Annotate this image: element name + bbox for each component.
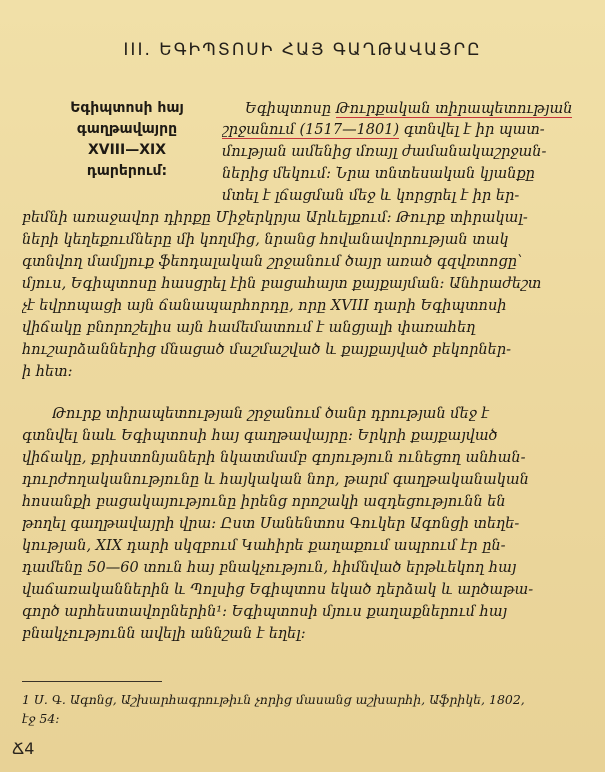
body-text: Եգիպտոսը Թուրքական տիրապետության — [245, 101, 573, 117]
underlined-phrase: Թուրքական տիրապետության — [335, 101, 573, 117]
body-line-3: ներից մեկում: Նրա տնտեսական կյանքը — [222, 166, 535, 182]
footnote-line: էջ 54: — [22, 711, 60, 726]
body-line-1 — [222, 120, 590, 140]
chapter-title: III. ԵԳԻՊՏՈՍԻ ՀԱՅ ԳԱՂԹԱՎԱՅՐԸ — [123, 40, 482, 60]
body-line-22: գործ արհեստավորներին¹: Եգիպտոսի մյուս քաղաքներում հայ — [22, 604, 508, 620]
body-line-14: գտնվել նաև Եգիպտոսի հայ գաղթավայրը: Երկրի քայքայված — [22, 428, 498, 444]
body-line-23: բնակչությունն ավելի աննշան է եղել: — [22, 626, 306, 642]
body-line-4: մտել է լճացման մեջ և կորցրել է իր եր- — [222, 188, 520, 204]
side-heading-line: XVIII—XIX — [87, 142, 167, 158]
body-line-7: գտնվող մամլյուք ֆեոդալական շրջանում ծայր առած գզվռտոցը՝ — [22, 254, 523, 270]
underlined-phrase: շրջանում (1517—1801) — [222, 122, 400, 138]
body-line-16: դուրժողականությունը և հայկական նոր, թարմ գաղթականական — [22, 472, 529, 488]
body-line-13: Թուրք տիրապետության շրջանում ծանր դրության մեջ է — [52, 406, 489, 422]
footnote — [22, 690, 590, 728]
body-line-10: վիճակը բնորոշելիս այն համեմատում է անցյալի փառահեղ — [22, 320, 476, 336]
page-number: Ճ4 — [12, 739, 35, 758]
side-heading — [52, 98, 202, 182]
side-heading-line: դարերում: — [86, 163, 168, 179]
body-line-9: չէ եվրոպացի այն ճանապարհորդը, որը XVIII դարի Եգիպտոսի — [22, 298, 507, 314]
side-heading-line: Եգիպտոսի հայ — [70, 100, 184, 116]
body-line-2: մության ամենից մռայլ ժամանակաշրջան- — [222, 144, 547, 160]
body-line-21: վաճառականներին և Պոլսից Եգիպտոս եկած դերձակ և արծաթա- — [22, 582, 534, 598]
body-line-0 — [245, 99, 590, 119]
body-line-18: թողել գաղթավայրի վրա: Ըստ Սանենտոս Գուկեր Ագոնցի տեղե- — [22, 516, 520, 532]
body-line-5: բեմնի առաջավոր դիրքը Միջերկրյա Արևելքում: Թուրք տիրակալ- — [22, 210, 528, 226]
body-line-19: կության, XIX դարի սկզբում Կահիրե քաղաքում ապրում էր ըն- — [22, 538, 506, 554]
body-line-11: հուշարձաններից մնացած մաշմաշված և քայքայված բեկորներ- — [22, 342, 512, 358]
body-text: շրջանում (1517—1801) գտնվել է իր պատ- — [222, 122, 545, 138]
body-line-15: վիճակը, քրիստոնյաների նկատմամբ գոյություն ունեցող անհան- — [22, 450, 526, 466]
side-heading-line: գաղթավայրը — [76, 121, 178, 137]
footnote-line: 1 Ս. Գ. Ագոնց, Աշխարհագրութիւն չորից մասանց աշխարհի, Աֆրիկե, 1802, — [22, 692, 525, 707]
body-line-6: ների կեղեքումները մի կողմից, նրանց հովանավորության տակ — [22, 232, 509, 248]
body-line-20: դամենը 50—60 տուն հայ բնակչություն, հիմնված երթևեկող հայ — [22, 560, 517, 576]
body-line-17: հոսանքի բացակայությունը իրենց որոշակի ազդեցությունն են — [22, 494, 506, 510]
body-line-8: մյուս, Եգիպտոսը հասցրել էին բացահայտ քայքայման: Անհրաժեշտ — [22, 276, 542, 292]
body-line-12: ի հետ: — [22, 364, 73, 380]
footnote-divider — [22, 681, 162, 682]
